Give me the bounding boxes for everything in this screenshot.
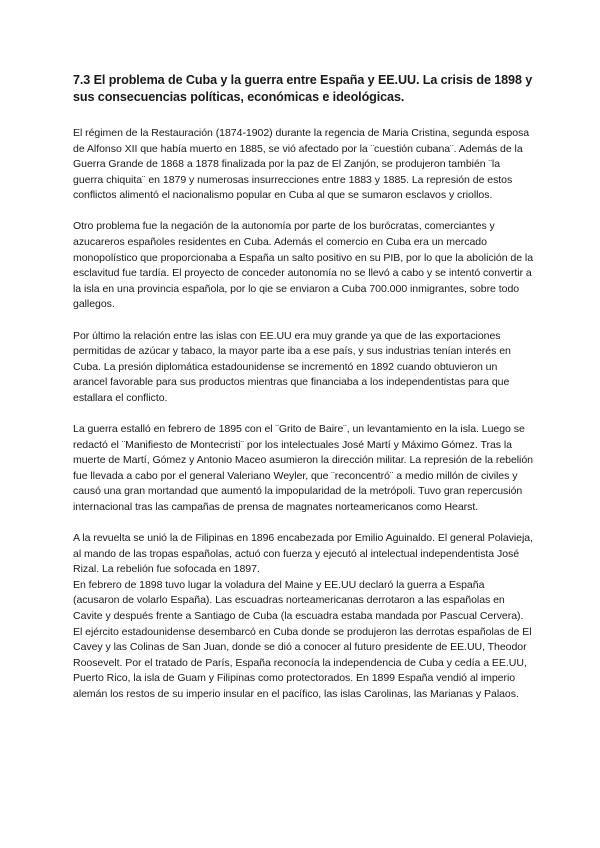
paragraph-filipinas: A la revuelta se unió la de Filipinas en 1896 encabezada por Emilio Aguinaldo. El general Polavieja, al mando de las tropas españolas, actuó con fuerza y ejecutó al intelectual independentista José Rizal. La rebelión fue sofocada en 1897. [73,532,533,576]
document-title: 7.3 El problema de Cuba y la guerra entre España y EE.UU. La crisis de 1898 y sus consecuencias políticas, económicas e ideológicas. [73,73,533,104]
paragraph-relacion-eeuu: Por último la relación entre las islas con EE.UU era muy grande ya que de las exportaciones permitidas de azúcar y tabaco, la mayor parte iba a ese país, y sus industrias tenían interés en Cuba. La presión diplomática estadounidense se incrementó en 1892 cuando obtuvieron un arancel favorable para sus productos mientras que financiaba a los independentistas para que estallara el conflicto. [73,329,511,404]
paragraph-guerra-1898: En febrero de 1898 tuvo lugar la voladura del Maine y EE.UU declaró la guerra a España (acusaron de volarlo España). Las escuadras norteamericanas derrotaron a las españolas en Cavite y después frente a Santiago de Cuba (la escuadra estaba mandada por Pascual Cervera). El ejército estadounidense desembarcó en Cuba donde se produjeron las derrotas españolas de El Cavey y las Colinas de San Juan, donde se dió a conocer al futuro presidente de EE.UU, Theodor Roosevelt. Por el tratado de París, España reconocía la independencia de Cuba y cedía a EE.UU, Puerto Rico, la isla de Guam y Filipinas como protectorados. En 1899 España vendió al imperio alemán los restos de su imperio insular en el pacífico, las islas Carolinas, las Marianas y Palaos. [73,578,532,700]
document-page [73,72,533,718]
paragraph-guerra-1895: La guerra estalló en febrero de 1895 con el ¨Grito de Baire¨, un levantamiento en la isla. Luego se redactó el ¨Manifiesto de Montecristi¨ por los intelectuales José Martí y Máximo Gómez. Tras la muerte de Martí, Gómez y Antonio Maceo asumieron la dirección militar. La represión de la rebelión fue llevada a cabo por el general Valeriano Weyler, que ¨reconcentró¨ a medio millón de civiles y causó una gran mortandad que aumentó la impopularidad de la metrópoli. Tuvo gran repercusión internacional tras las campañas de prensa de magnates norteamericanos como Hearst. [73,423,533,513]
paragraph-autonomia: Otro problema fue la negación de la autonomía por parte de los burócratas, comerciantes y azucareros españoles residentes en Cuba. Además el comercio en Cuba era un mercado monopolístico que proporcionaba a España un salto positivo en su PIB, por lo que la abolición de la esclavitud fue tardía. El proyecto de conceder autonomía no se llevó a cabo y se intentó convertir a la isla en una provincia española, por lo qie se enviaron a Cuba 700.000 inmigrantes, sobre todo gallegos. [73,220,534,311]
paragraph-restauracion: El régimen de la Restauración (1874-1902) durante la regencia de Maria Cristina, segunda esposa de Alfonso XII que había muerto en 1885, se vió afectado por la ¨cuestión cubana¨. Además de la Guerra Grande de 1868 a 1878 finalizada por la paz de El Zanjón, se produjeron también ¨la guerra chiquita¨ en 1879 y numerosas insurrecciones entre 1883 y 1885. La represión de estos conflictos alimentó el nacionalismo popular en Cuba al que se sumaron esclavos y criollos. [73,127,530,202]
